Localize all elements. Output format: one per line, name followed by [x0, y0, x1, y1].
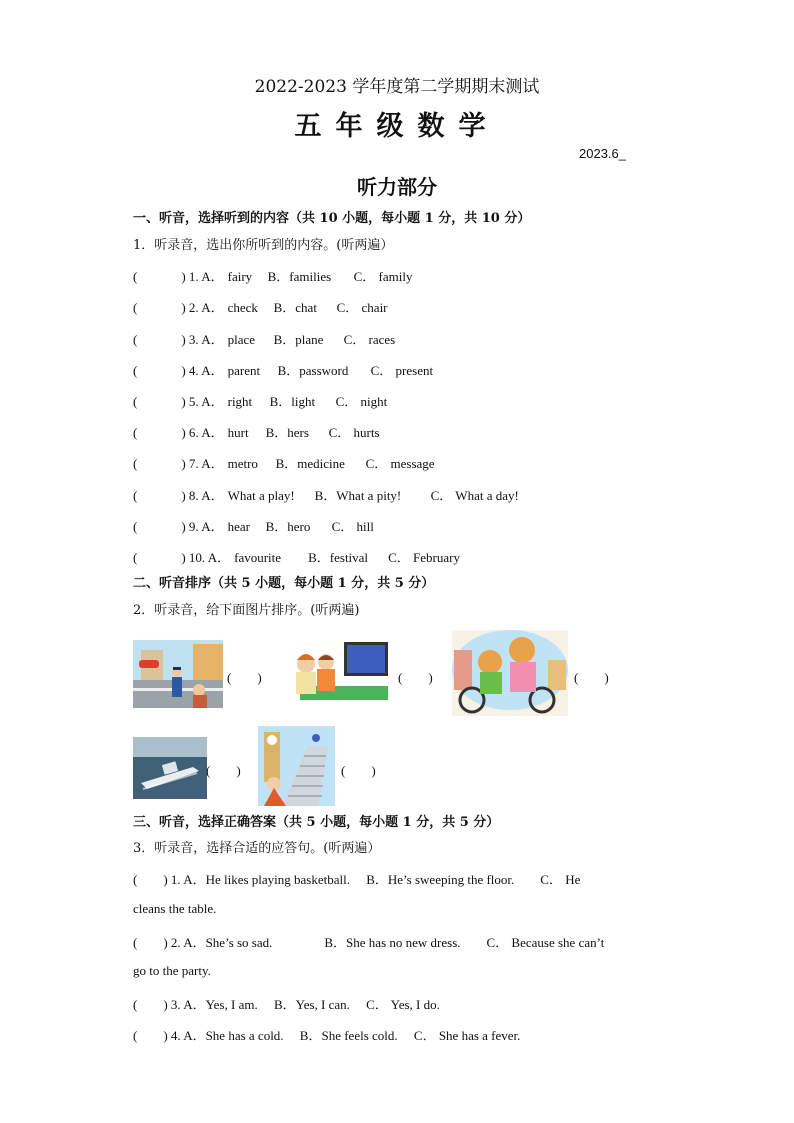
part-title: 听力部分 [357, 175, 437, 199]
question-row: ( ) 8. A． What a play! B．What a pity! C． What a day! [133, 488, 519, 503]
question-row: ( ) 3. A． place B．plane C． races [133, 332, 396, 347]
computer-picture [280, 638, 390, 710]
answer-bracket[interactable]: ( ) [206, 763, 241, 778]
question-row: ( ) 1. A． fairy B．families C． family [133, 269, 413, 284]
traffic-police-picture [133, 640, 223, 708]
question-line: ( ) 3. A．Yes, I am. B．Yes, I can. C． Yes, I do. [133, 997, 440, 1012]
section3-instruction: 3．听录音，选择合适的应答句。(听两遍） [133, 841, 381, 856]
ship-picture [133, 737, 207, 799]
question-line: cleans the table. [133, 901, 217, 916]
section2-heading: 二、听音排序（共 5 小题，每小题 1 分，共 5 分） [133, 576, 435, 591]
exam-date: 2023.6_ [579, 146, 626, 161]
question-row: ( ) 9. A． hear B．hero C． hill [133, 519, 374, 534]
answer-bracket[interactable]: ( ) [227, 670, 262, 685]
question-row: ( ) 6. A． hurt B．hers C． hurts [133, 425, 380, 440]
section1-heading: 一、听音，选择听到的内容（共 10 小题，每小题 1 分，共 10 分） [133, 211, 531, 226]
question-line: ( ) 1. A．He likes playing basketball. B．He’s sweeping the floor. C． He [133, 872, 581, 887]
question-line: ( ) 2. A．She’s so sad. B．She has no new dress. C． Because she can’t [133, 935, 605, 950]
section3-heading: 三、听音，选择正确答案（共 5 小题，每小题 1 分，共 5 分） [133, 815, 500, 830]
question-row: ( ) 10. A． favourite B．festival C． February [133, 550, 460, 565]
answer-bracket[interactable]: ( ) [574, 670, 609, 685]
section2-instruction: 2．听录音，给下面图片排序。(听两遍) [133, 603, 360, 618]
question-row: ( ) 2. A． check B．chat C． chair [133, 300, 388, 315]
stairs-picture [258, 726, 335, 806]
cats-bicycle-illustration [452, 630, 568, 716]
cats-bicycle-picture [452, 630, 568, 716]
girl-stairs-illustration [258, 726, 335, 806]
traffic-police-illustration [133, 640, 223, 708]
subject-title: 五年级数学 [294, 111, 500, 142]
answer-bracket[interactable]: ( ) [341, 763, 376, 778]
question-row: ( ) 5. A． right B．light C． night [133, 394, 388, 409]
question-row: ( ) 4. A． parent B．password C． present [133, 363, 434, 378]
question-line: go to the party. [133, 963, 211, 978]
section1-instruction: 1．听录音，选出你所听到的内容。(听两遍） [133, 238, 394, 253]
question-row: ( ) 7. A． metro B．medicine C． message [133, 456, 435, 471]
question-line: ( ) 4. A．She has a cold. B．She feels cold. C． She has a fever. [133, 1028, 521, 1043]
exam-title: 2022-2023 学年度第二学期期末测试 [254, 77, 540, 97]
ship-illustration [133, 737, 207, 799]
answer-bracket[interactable]: ( ) [398, 670, 433, 685]
children-computer-illustration [280, 638, 390, 710]
